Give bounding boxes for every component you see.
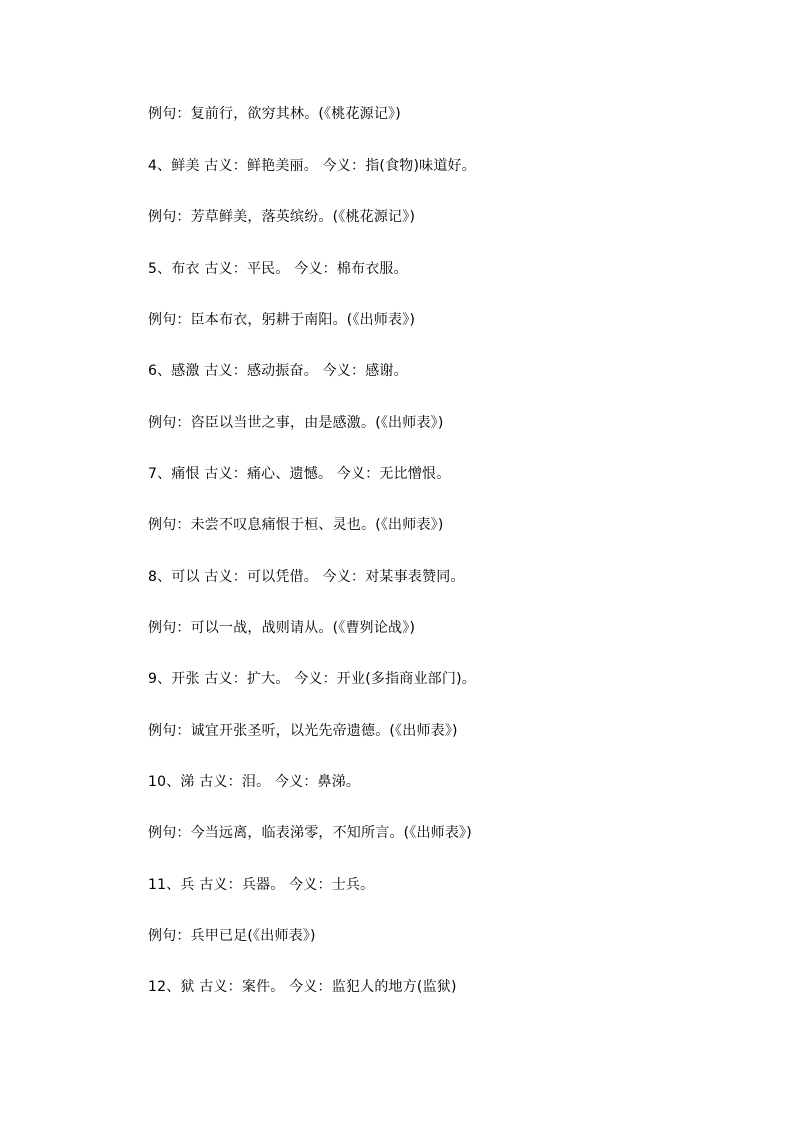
example-sentence-line: 例句：诚宜开张圣听，以光先帝遗德。(《出师表》) [148,723,458,739]
vocab-entry-line: 7、痛恨 古义：痛心、遗憾。 今义：无比憎恨。 [148,466,451,482]
vocab-entry-line: 12、狱 古义：案件。 今义：监犯人的地方(监狱) [148,979,457,995]
example-sentence-line: 例句：复前行，欲穷其林。(《桃花源记》) [148,106,401,122]
vocab-entry-line: 10、涕 古义：泪。 今义：鼻涕。 [148,774,361,790]
vocab-entry-line: 8、可以 古义：可以凭借。 今义：对某事表赞同。 [148,569,465,585]
example-sentence-line: 例句：可以一战，战则请从。(《曹刿论战》) [148,620,416,636]
example-sentence-line: 例句：今当远离，临表涕零，不知所言。(《出师表》) [148,825,472,841]
example-sentence-line: 例句：芳草鲜美，落英缤纷。(《桃花源记》) [148,209,416,225]
example-sentence-line: 例句：臣本布衣，躬耕于南阳。(《出师表》) [148,312,416,328]
example-sentence-line: 例句：未尝不叹息痛恨于桓、灵也。(《出师表》) [148,517,444,533]
vocab-entry-line: 9、开张 古义：扩大。 今义：开业(多指商业部门)。 [148,671,476,687]
vocab-entry-line: 6、感激 古义：感动振奋。 今义：感谢。 [148,363,408,379]
vocab-entry-line: 4、鲜美 古义：鲜艳美丽。 今义：指(食物)味道好。 [148,158,476,174]
vocab-entry-line: 5、布衣 古义：平民。 今义：棉布衣服。 [148,261,408,277]
vocab-entry-line: 11、兵 古义：兵器。 今义：士兵。 [148,877,375,893]
example-sentence-line: 例句：咨臣以当世之事，由是感激。(《出师表》) [148,415,444,431]
example-sentence-line: 例句：兵甲已足(《出师表》) [148,928,316,944]
